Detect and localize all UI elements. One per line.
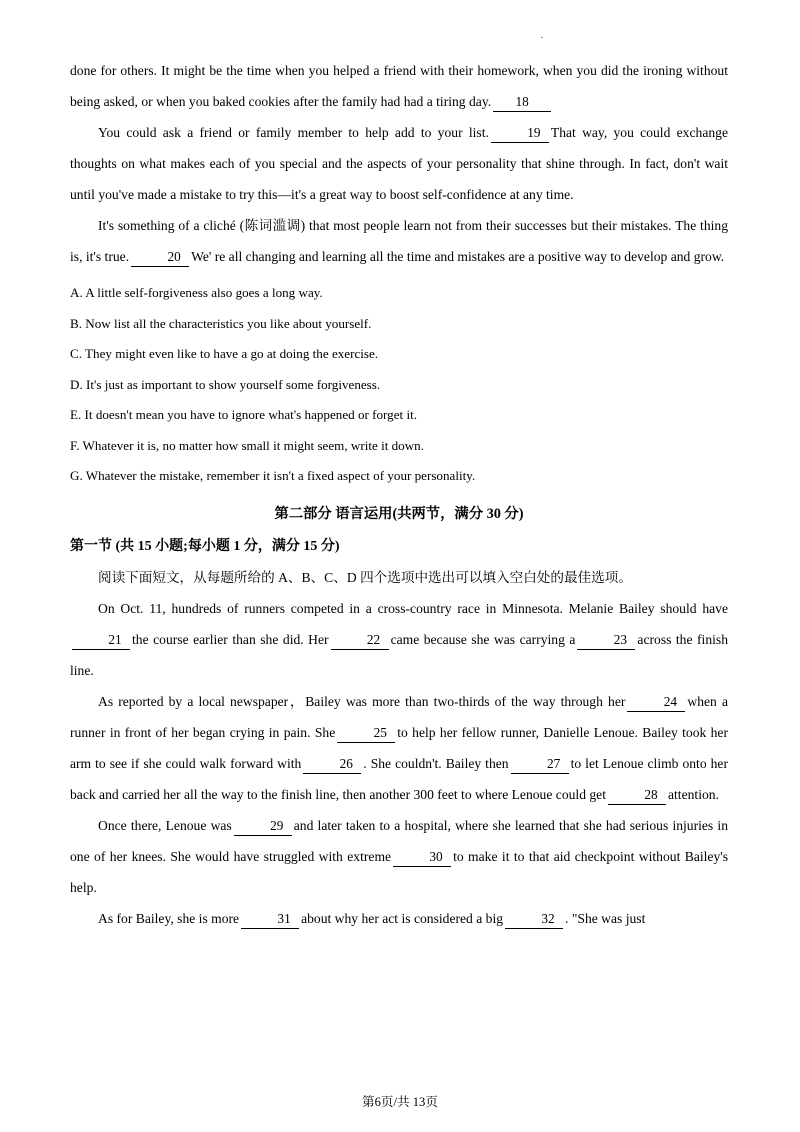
part-two-heading: 第二部分 语言运用(共两节，满分 30 分) — [274, 505, 524, 522]
cloze-p1-c: came because she was carrying a — [390, 631, 576, 647]
page-top-mark: · — [540, 32, 544, 44]
cloze-p1-b: the course earlier than she did. Her — [132, 631, 329, 647]
blank-20: 20 — [131, 248, 189, 267]
cloze-p2-e: to let Lenoue climb onto her back and carried her all the way to the finish line, then another 300 feet to where Lenoue could get — [70, 755, 728, 802]
cloze-p3-b: and later taken to a hospital, where she learned that she had serious injuries in one of her knees. She would have struggled with extreme — [70, 817, 728, 864]
cloze-p4-b: about why her act is considered a big — [301, 910, 504, 926]
option-c: C. They might even like to have a go at doing the exercise. — [70, 346, 379, 361]
blank-25: 25 — [337, 724, 395, 743]
reading-paragraph-1 — [70, 55, 728, 117]
cloze-p4-c: . "She was just — [565, 910, 646, 926]
blank-27: 27 — [511, 755, 569, 774]
cloze-p2-f: attention. — [668, 786, 719, 802]
option-a: A. A little self-forgiveness also goes a long way. — [70, 285, 323, 300]
blank-21: 21 — [72, 631, 130, 650]
reading-paragraph-3 — [70, 210, 728, 272]
cloze-paragraph-3 — [70, 810, 728, 903]
cloze-p1-d: across the finish line. — [70, 631, 728, 678]
blank-29: 29 — [234, 817, 292, 836]
cloze-p4-a: As for Bailey, she is more — [98, 910, 240, 926]
blank-23: 23 — [577, 631, 635, 650]
section-one-heading: 第一节 (共 15 小题;每小题 1 分，满分 15 分) — [70, 538, 340, 554]
para3-text-a: It's something of a cliché (陈词滥调) that most people learn not from their successes but their mistakes. The thing is, it's true. — [70, 218, 728, 264]
blank-19: 19 — [491, 124, 549, 143]
option-d: D. It's just as important to show yourself some forgiveness. — [70, 376, 381, 392]
cloze-p1-a: On Oct. 11, hundreds of runners competed in a cross-country race in Minnesota. Melanie Bailey should have — [98, 600, 728, 616]
blank-30: 30 — [393, 848, 451, 867]
blank-22: 22 — [331, 631, 389, 650]
cloze-p2-b: when a runner in front of her began crying in pain. She — [70, 693, 728, 740]
blank-32: 32 — [505, 910, 563, 929]
cloze-p3-a: Once there, Lenoue was — [98, 817, 232, 833]
blank-31: 31 — [241, 910, 299, 929]
para3-text-b: We' re all changing and learning all the time and mistakes are a positive way to develop and grow. — [191, 249, 725, 264]
option-f: F. Whatever it is, no matter how small it might seem, write it down. — [70, 437, 425, 453]
reading-paragraph-2 — [70, 117, 728, 210]
blank-18: 18 — [493, 93, 551, 112]
blank-24: 24 — [627, 693, 685, 712]
option-g: G. Whatever the mistake, remember it isn't a fixed aspect of your personality. — [70, 468, 476, 483]
para1-text: done for others. It might be the time when you helped a friend with their homework, when you did the ironing without being asked, or when you baked cookies after the family had had a tiring day. — [70, 63, 728, 109]
cloze-paragraph-2 — [70, 686, 728, 810]
cloze-p2-c: to help her fellow runner, Danielle Lenoue. Bailey took her arm to see if she could walk forward with — [70, 724, 728, 771]
option-e: E. It doesn't mean you have to ignore what's happened or forget it. — [70, 407, 418, 422]
blank-26: 26 — [303, 755, 361, 774]
cloze-p3-c: to make it to that aid checkpoint without Bailey's help. — [70, 848, 728, 895]
page-footer: 第6页/共 13页 — [362, 1095, 438, 1109]
blank-28: 28 — [608, 786, 666, 805]
option-b: B. Now list all the characteristics you like about yourself. — [70, 315, 372, 331]
cloze-p2-a: As reported by a local newspaper，Bailey was more than two-thirds of the way through her — [98, 693, 626, 709]
cloze-p2-d: . She couldn't. Bailey then — [363, 755, 509, 771]
cloze-paragraph-1 — [70, 593, 728, 686]
para2-text-b: That way, you could exchange thoughts on what makes each of you special and the aspects of your personality that shine through. In fact, don't wait until you've made a mistake to try this—it's a great way to boost self-confidence at any time. — [70, 125, 728, 202]
section-instruction: 阅读下面短文，从每题所给的 A、B、C、D 四个选项中选出可以填入空白处的最佳选项。 — [98, 569, 632, 585]
para2-text-a: You could ask a friend or family member to help add to your list. — [98, 125, 489, 140]
cloze-paragraph-4 — [70, 903, 728, 934]
